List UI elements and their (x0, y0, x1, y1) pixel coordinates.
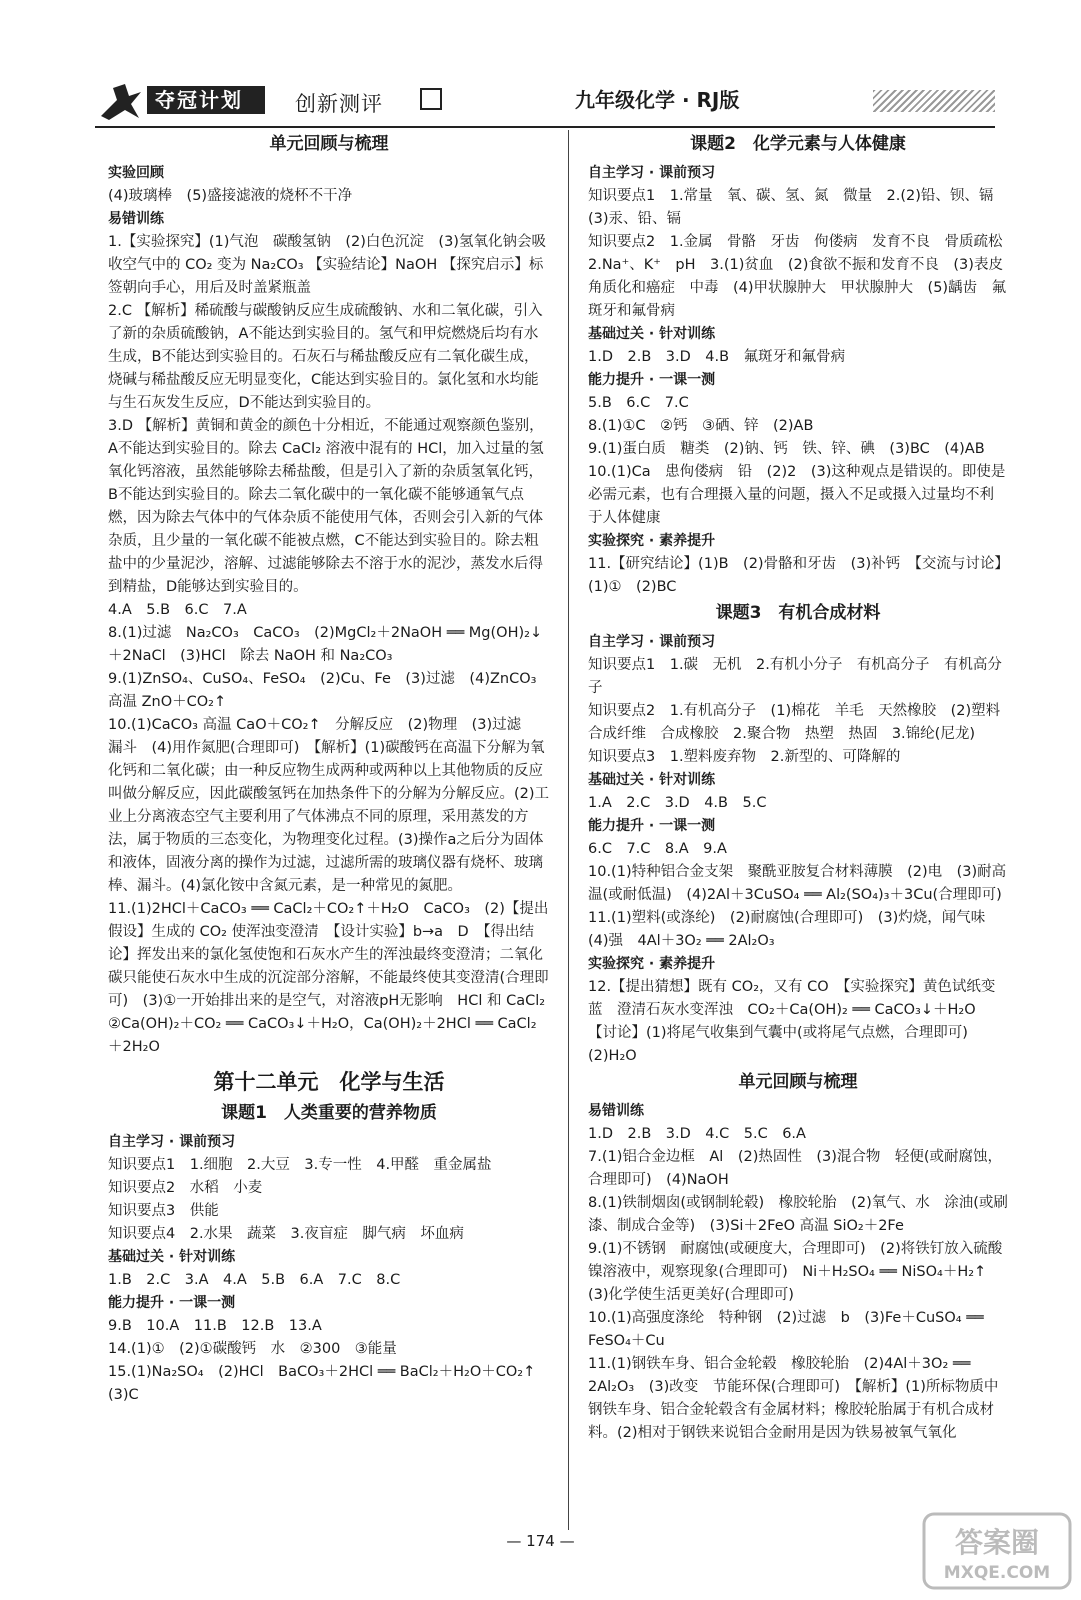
answer-line: 1.A 2.C 3.D 4.B 5.C (588, 795, 767, 811)
series-title: 创新测评 (295, 92, 383, 116)
answer-line: 10.(1)Ca 患佝偻病 铅 (2)2 (3)这种观点是错误的。即使是必需元素，也有合理摄入量的问题，摄入不足或摄入过量均不利于人体健康 (588, 464, 1006, 526)
subsection-label: 能力提升 · 一课一测 (588, 372, 716, 388)
answer-line: 8.(1)①C ②钙 ③硒、锌 (2)AB (588, 418, 814, 434)
column-divider (568, 130, 569, 1530)
section-title: 课题3 有机合成材料 (715, 603, 881, 623)
answer-line: 5.B 6.C 7.C (588, 395, 689, 411)
unit-title: 第十二单元 化学与生活 (213, 1070, 445, 1094)
answer-line: 9.B 10.A 11.B 12.B 13.A (108, 1318, 322, 1334)
answer-line: 11.【研究结论】(1)B (2)骨骼和牙齿 (3)补钙 【交流与讨论】(1)① (2)BC (588, 556, 1002, 595)
answer-line: 知识要点2 水稻 小麦 (108, 1180, 263, 1196)
svg-text:MXQE.COM: MXQE.COM (943, 1563, 1051, 1583)
svg-text:答案圈: 答案圈 (954, 1526, 1040, 1559)
page-header (95, 76, 995, 128)
answer-line: 12.【提出猜想】既有 CO₂，又有 CO 【实验探究】黄色试纸变蓝 澄清石灰水变浑浊 CO₂＋Ca(OH)₂ ══ CaCO₃↓＋H₂O 【讨论】(1)将尾气收集到气囊中(或将尾气点燃，合理即可) (2)H₂O (588, 979, 996, 1064)
answer-line: 10.(1)高强度涤纶 特种钢 (2)过滤 b (3)Fe＋CuSO₄ ══ FeSO₄＋Cu (588, 1310, 984, 1349)
subsection-label: 基础过关 · 针对训练 (588, 772, 716, 788)
answer-line: 知识要点3 供能 (108, 1203, 219, 1219)
answer-line: 知识要点1 1.细胞 2.大豆 3.专一性 4.甲醛 重金属盐 (108, 1157, 492, 1173)
grade-title: 九年级化学 · RJ版 (575, 88, 740, 112)
subsection-label: 基础过关 · 针对训练 (588, 326, 716, 342)
decorative-stripe (873, 90, 995, 112)
series-mark-icon (420, 88, 442, 110)
subsection-label: 自主学习 · 课前预习 (108, 1134, 236, 1150)
section-title: 课题1 人类重要的营养物质 (221, 1103, 437, 1123)
answer-line: 知识要点1 1.常量 氧、碳、氢、氮 微量 2.(2)铅、钡、镉 (3)汞、铅、镉 (588, 188, 1008, 227)
section-title: 单元回顾与梳理 (738, 1072, 858, 1092)
subsection-label: 易错训练 (108, 211, 164, 227)
answer-line: 9.(1)ZnSO₄、CuSO₄、FeSO₄ (2)Cu、Fe (3)过滤 (4)ZnCO₃ 高温 ZnO＋CO₂↑ (108, 671, 537, 710)
subsection-label: 实验探究 · 素养提升 (588, 533, 716, 549)
answer-line: 10.(1)特种铝合金支架 聚酰亚胺复合材料薄膜 (2)电 (3)耐高温(或耐低温) (4)2Al＋3CuSO₄ ══ Al₂(SO₄)₃＋3Cu(合理即可) (588, 864, 1007, 903)
answer-line: 6.C 7.C 8.A 9.A (588, 841, 727, 857)
section-title: 单元回顾与梳理 (269, 134, 389, 154)
page-number: — 174 — (506, 1532, 575, 1550)
answer-line: 1.B 2.C 3.A 4.A 5.B 6.A 7.C 8.C (108, 1272, 401, 1288)
answer-line: 1.【实验探究】(1)气泡 碳酸氢钠 (2)白色沉淀 (3)氢氧化钠会吸收空气中的 CO₂ 变为 Na₂CO₃ 【实验结论】NaOH 【探究启示】标签朝向手心，用后及时盖紧瓶盖 (108, 234, 546, 296)
subsection-label: 实验回顾 (108, 165, 164, 181)
subsection-label: 能力提升 · 一课一测 (588, 818, 716, 834)
subsection-label: 基础过关 · 针对训练 (108, 1249, 236, 1265)
subsection-label: 自主学习 · 课前预习 (588, 165, 716, 181)
answer-line: 知识要点2 1.金属 骨骼 牙齿 佝偻病 发育不良 骨质疏松 2.Na⁺、K⁺ pH 3.(1)贫血 (2)食欲不振和发育不良 (3)表皮角质化和癌症 中毒 (4)甲状腺肿大 甲状腺肿大 (5)龋齿 氟斑牙和氟骨病 (588, 234, 1018, 319)
subsection-label: 自主学习 · 课前预习 (588, 634, 716, 650)
runner-icon (95, 80, 147, 122)
watermark-stamp (922, 1512, 1072, 1590)
left-column (108, 130, 560, 1407)
subsection-label: 易错训练 (588, 1103, 644, 1119)
answer-line: 3.D 【解析】黄铜和黄金的颜色十分相近，不能通过观察颜色鉴别，A不能达到实验目的。除去 CaCl₂ 溶液中混有的 HCl，加入过量的氢氧化钙溶液，虽然能够除去稀盐酸，但是引入了新的杂质氢氧化钙，B不能达到实验目的。除去二氧化碳中的一氧化碳不能够通氧气点燃，因为除去气体中的气体杂质不能使用气体，否则会引入新的气体杂质，且少量的一氧化碳不能被点燃，C不能达到实验目的。除去粗盐中的少量泥沙，溶解、过滤能够除去不溶于水的泥沙，蒸发水后得到精盐，D能够达到实验目的。 (108, 418, 544, 595)
answer-line: 8.(1)过滤 Na₂CO₃ CaCO₃ (2)MgCl₂＋2NaOH ══ Mg(OH)₂↓＋2NaCl (3)HCl 除去 NaOH 和 Na₂CO₃ (108, 625, 543, 664)
answer-line: (4)玻璃棒 (5)盛接滤液的烧杯不干净 (108, 188, 353, 204)
section-title: 课题2 化学元素与人体健康 (690, 134, 906, 154)
answer-line: 7.(1)铝合金边框 Al (2)热固性 (3)混合物 轻便(或耐腐蚀，合理即可) (4)NaOH (588, 1149, 1003, 1188)
answer-line: 1.D 2.B 3.D 4.C 5.C 6.A (588, 1126, 806, 1142)
subsection-label: 实验探究 · 素养提升 (588, 956, 716, 972)
watermark-logo (922, 1512, 1072, 1590)
answer-line: 11.(1)塑料(或涤纶) (2)耐腐蚀(合理即可) (3)灼烧，闻气味 (4)强 4Al＋3O₂ ══ 2Al₂O₃ (588, 910, 1000, 949)
logo-text: 夺冠计划 (147, 86, 265, 114)
header-rule (95, 126, 995, 128)
answer-line: 8.(1)铁制烟囱(或钢制轮毂) 橡胶轮胎 (2)氧气、水 涂油(或刷漆、制成合金等) (3)Si＋2FeO 高温 SiO₂＋2Fe (588, 1195, 1008, 1234)
subsection-label: 能力提升 · 一课一测 (108, 1295, 236, 1311)
answer-line: 15.(1)Na₂SO₄ (2)HCl BaCO₃＋2HCl ══ BaCl₂＋H₂O＋CO₂↑ (3)C (108, 1364, 550, 1403)
answer-line: 11.(1)钢铁车身、铝合金轮毂 橡胶轮胎 (2)4Al＋3O₂ ══ 2Al₂O₃ (3)改变 节能环保(合理即可) 【解析】(1)所标物质中钢铁车身、铝合金轮毂含有金属材料；橡胶轮胎属于有机合成材料。(2)相对于钢铁来说铝合金耐用是因为铁易被氧气氧化 (588, 1356, 999, 1441)
answer-line: 1.D 2.B 3.D 4.B 氟斑牙和氟骨病 (588, 349, 846, 365)
answer-line: 10.(1)CaCO₃ 高温 CaO＋CO₂↑ 分解反应 (2)物理 (3)过滤 漏斗 (4)用作氮肥(合理即可) 【解析】(1)碳酸钙在高温下分解为氧化钙和二氧化碳；由一种反应物生成两种或两种以上其他物质的反应叫做分解反应，因此碳酸氢钙在加热条件下的分解为分解反应。(2)工业上分离液态空气主要利用了气体沸点不同的原理，采用蒸发的方法，属于物质的三态变化，为物理变化过程。(3)操作a之后分为固体和液体，固液分离的操作为过滤，过滤所需的玻璃仪器有烧杯、玻璃棒、漏斗。(4)氯化铵中含氮元素，是一种常见的氮肥。 (108, 717, 550, 894)
answer-line: 知识要点3 1.塑料废弃物 2.新型的、可降解的 (588, 749, 901, 765)
answer-line: 知识要点4 2.水果 蔬菜 3.夜盲症 脚气病 坏血病 (108, 1226, 464, 1242)
answer-line: 知识要点2 1.有机高分子 (1)棉花 羊毛 天然橡胶 (2)塑料 合成纤维 合成橡胶 2.聚合物 热塑 热固 3.锦纶(尼龙) (588, 703, 1015, 742)
answer-line: 9.(1)不锈钢 耐腐蚀(或硬度大，合理即可) (2)将铁钉放入硫酸镍溶液中，观察现象(合理即可) Ni＋H₂SO₄ ══ NiSO₄＋H₂↑ (3)化学使生活更美好(合理即可) (588, 1241, 1003, 1303)
answer-line: 14.(1)① (2)①碳酸钙 水 ②300 ③能量 (108, 1341, 397, 1357)
answer-line: 9.(1)蛋白质 糖类 (2)钠、钙 铁、锌、碘 (3)BC (4)AB (588, 441, 985, 457)
brand-logo (95, 80, 285, 122)
answer-line: 2.C 【解析】稀硫酸与碳酸钠反应生成硫酸钠、水和二氧化碳，引入了新的杂质硫酸钠，A不能达到实验目的。氢气和甲烷燃烧后均有水生成，B不能达到实验目的。石灰石与稀盐酸反应有二氧化碳生成，烧碱与稀盐酸反应无明显变化，C能达到实验目的。氯化氢和水均能与生石灰发生反应，D不能达到实验目的。 (108, 303, 543, 411)
answer-line: 4.A 5.B 6.C 7.A (108, 602, 247, 618)
right-column (588, 130, 1018, 1445)
answer-line: 知识要点1 1.碳 无机 2.有机小分子 有机高分子 有机高分子 (588, 657, 1002, 696)
answer-line: 11.(1)2HCl＋CaCO₃ ══ CaCl₂＋CO₂↑＋H₂O CaCO₃ (2)【提出假设】生成的 CO₂ 使浑浊变澄清 【设计实验】b→a D 【得出结论】挥发出来的氯化氢使饱和石灰水产生的浑浊最终变澄清；二氧化碳只能使石灰水中生成的沉淀部分溶解，不能最终使其变澄清(合理即可) (3)①一开始排出来的是空气，对溶液pH无影响 HCl 和 CaCl₂ ②Ca(OH)₂＋CO₂ ══ CaCO₃↓＋H₂O，Ca(OH)₂＋2HCl ══ CaCl₂＋2H₂O (108, 901, 560, 1055)
